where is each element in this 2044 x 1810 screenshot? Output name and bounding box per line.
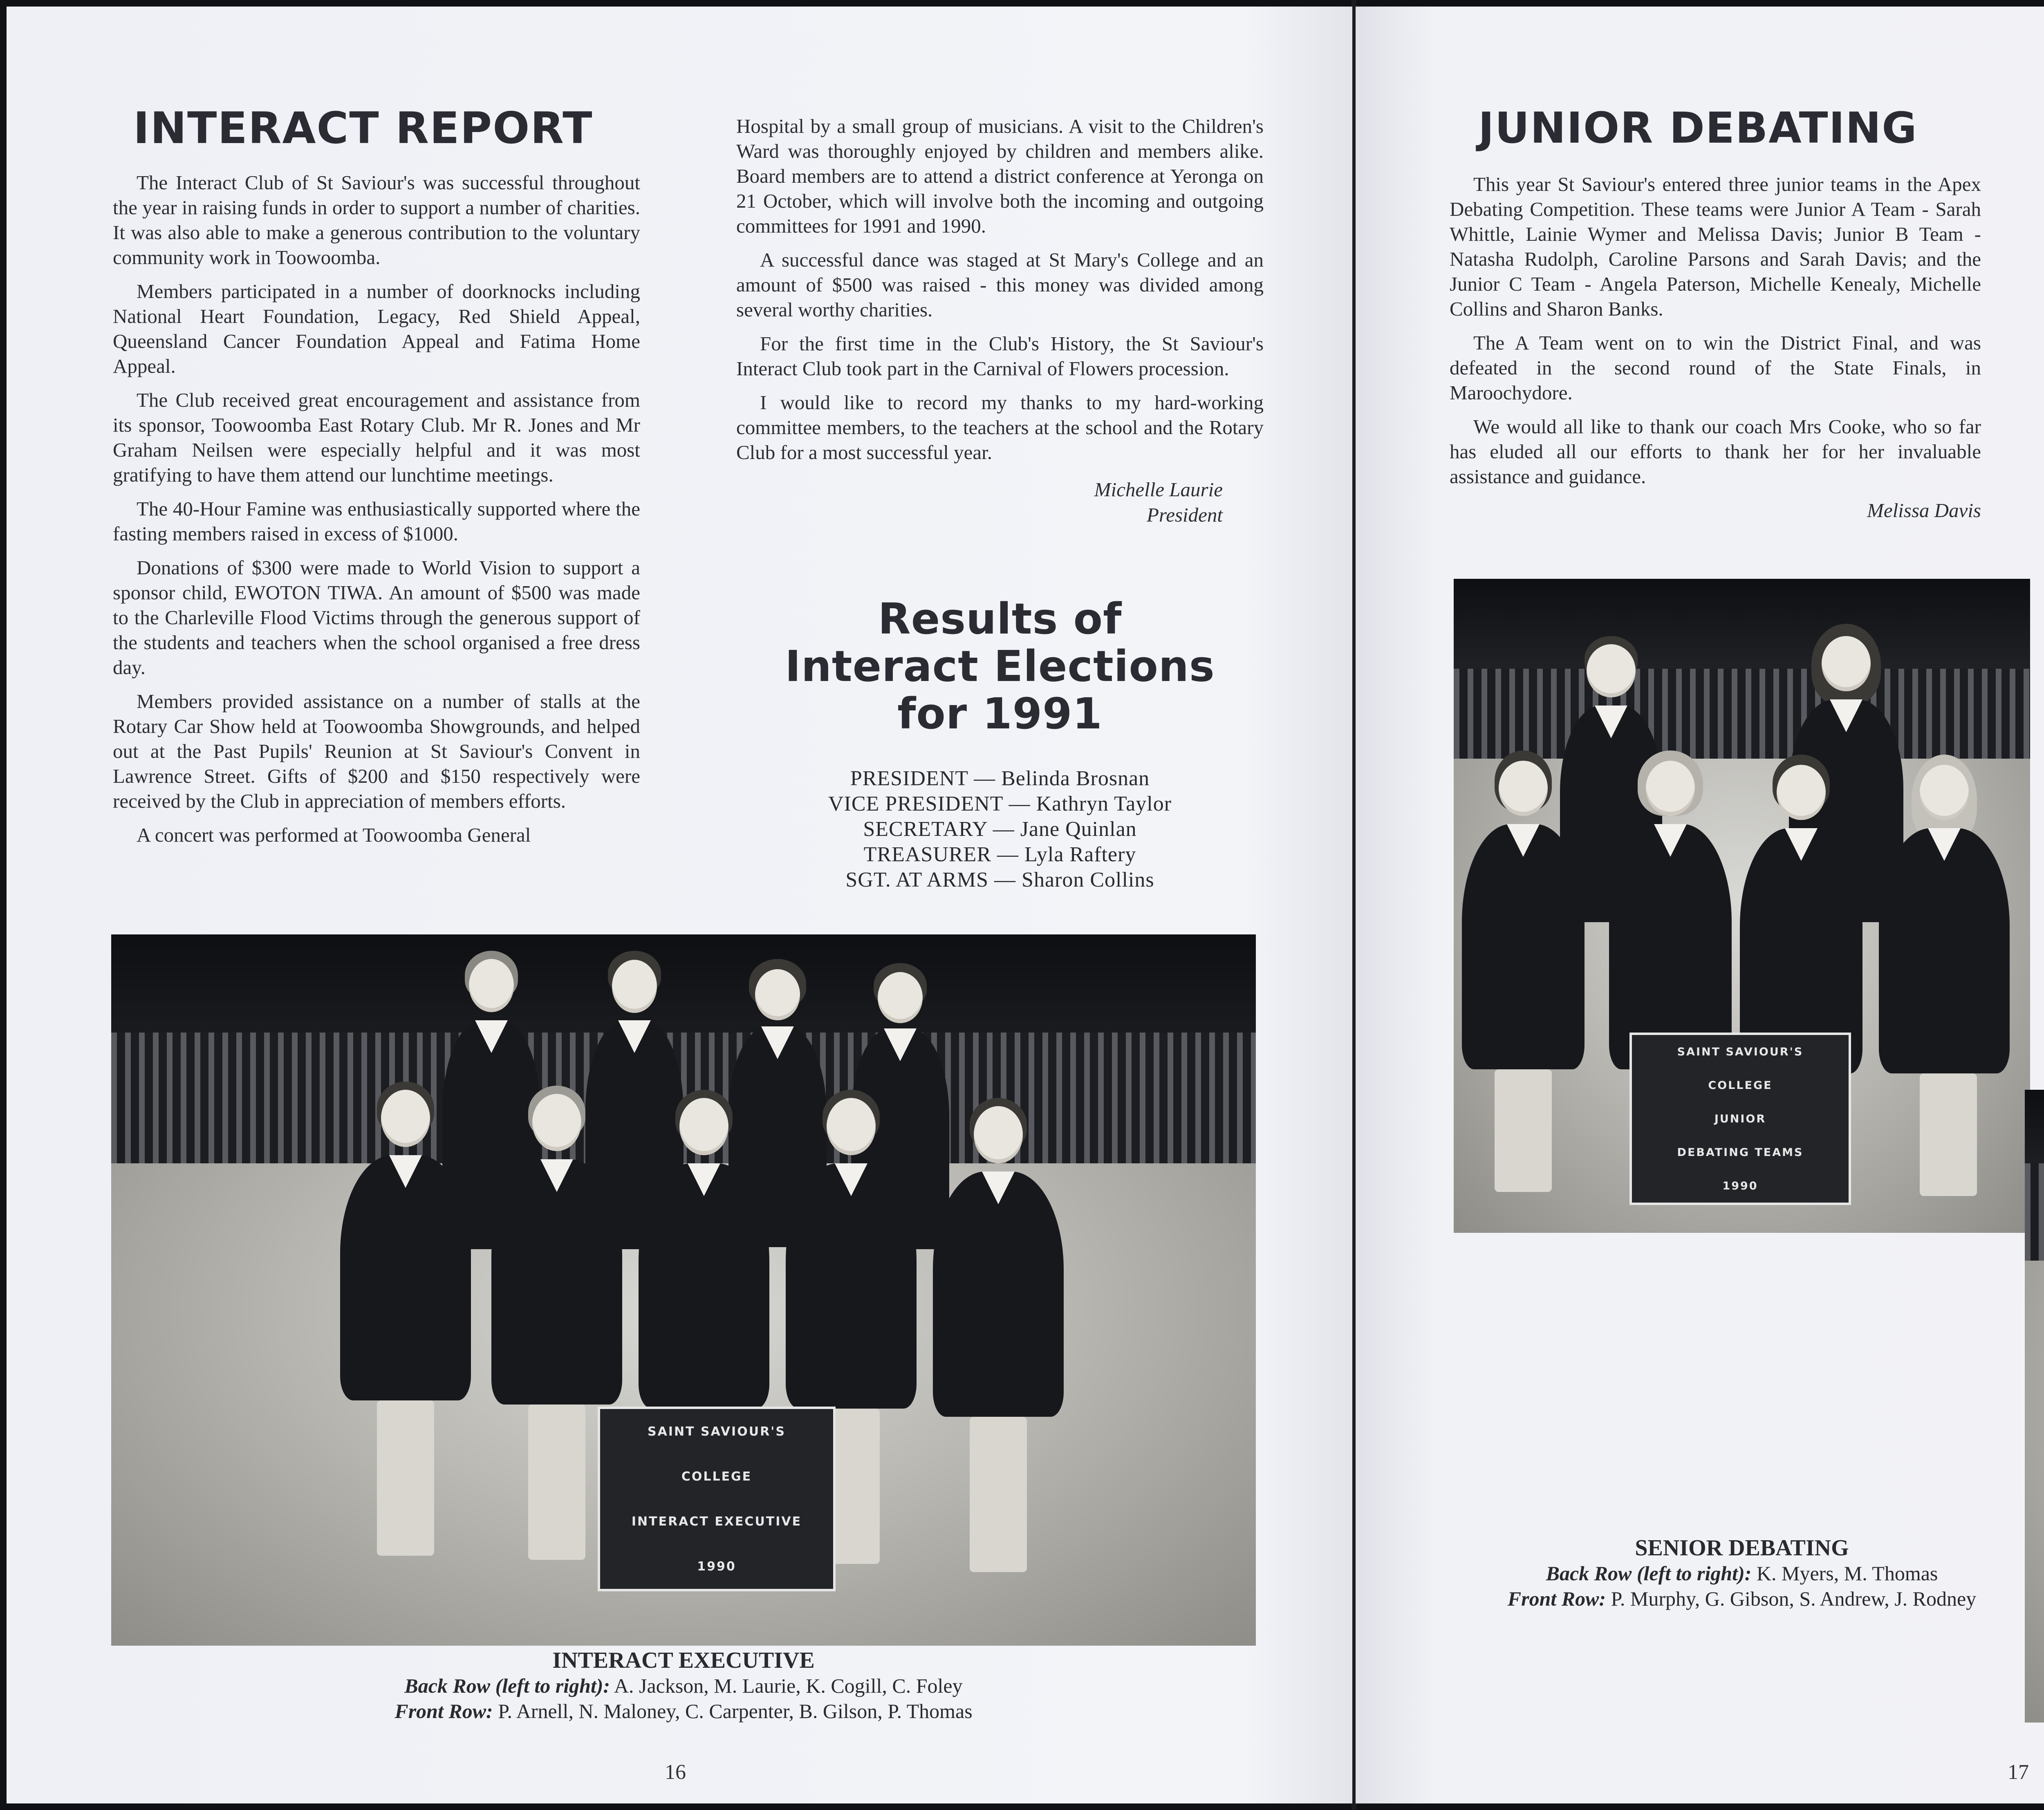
- paragraph: A concert was performed at Toowoomba General: [137, 824, 531, 846]
- elections-title: [736, 595, 1264, 737]
- senior-debating-photo: [2025, 1090, 2044, 1723]
- caption-title: INTERACT EXECUTIVE: [552, 1648, 815, 1673]
- interact-column-2: [736, 114, 1264, 528]
- interact-photo-caption: [111, 1648, 1256, 1724]
- election-entry: VICE PRESIDENT — Kathryn Taylor: [828, 792, 1172, 815]
- caption-label: Back Row (left to right):: [404, 1674, 610, 1697]
- interact-column-1: [113, 170, 640, 856]
- election-entry: TREASURER — Lyla Raftery: [863, 843, 1136, 866]
- plaque-line: 1990: [1722, 1179, 1758, 1192]
- paragraph: The Club received great encouragement and assistance from its sponsor, Toowoomba East Rotary Club. Mr R. Jones and Mr Graham Neilsen were especially helpful and it was most gratifying to have them attend our lunchtime meetings.: [113, 389, 640, 486]
- signature: Melissa Davis: [1867, 499, 1981, 522]
- junior-debating-photo: [1454, 579, 2030, 1233]
- caption-title: SENIOR DEBATING: [1635, 1535, 1849, 1561]
- plaque-line: DEBATING TEAMS: [1677, 1146, 1804, 1159]
- plaque-line: 1990: [697, 1559, 736, 1574]
- caption-label: Front Row:: [394, 1700, 493, 1723]
- paragraph: Members participated in a number of doorknocks including National Heart Foundation, Legacy, Red Shield Appeal, Queensland Cancer Foundation Appeal and Fatima Home Appeal.: [113, 280, 640, 377]
- paragraph: For the first time in the Club's History, the St Saviour's Interact Club took part in the Carnival of Flowers procession.: [736, 332, 1264, 380]
- interact-executive-photo: [111, 934, 1256, 1646]
- paragraph: We would all like to thank our coach Mrs Cooke, who so far has eluded all our efforts to thank her for her invaluable assistance and guidance.: [1450, 415, 1981, 488]
- paragraph: I would like to record my thanks to my hard-working committee members, to the teachers at the school and the Rotary Club for a most successful year.: [736, 391, 1264, 464]
- elections-list: [736, 766, 1264, 893]
- photo-plaque: [598, 1407, 836, 1591]
- paragraph: A successful dance was staged at St Mary's College and an amount of $500 was raised - this money was divided among several worthy charities.: [736, 249, 1264, 321]
- plaque-line: INTERACT EXECUTIVE: [631, 1514, 802, 1529]
- caption-names: A. Jackson, M. Laurie, K. Cogill, C. Foley: [614, 1674, 963, 1697]
- caption-back-row: [1474, 1561, 2010, 1586]
- plaque-line: JUNIOR: [1714, 1112, 1766, 1125]
- elections-title-line: Results of: [878, 594, 1122, 644]
- person: [933, 1098, 1064, 1646]
- plaque-line: SAINT SAVIOUR'S: [648, 1424, 786, 1439]
- caption-front-row: [111, 1698, 1256, 1724]
- signature-role: President: [1147, 504, 1223, 526]
- signature-name: Michelle Laurie: [1094, 478, 1223, 501]
- photo-plaque: [1629, 1033, 1851, 1205]
- senior-debating-caption: [1474, 1535, 2010, 1611]
- left-page: [7, 7, 1352, 1803]
- election-entry: SECRETARY — Jane Quinlan: [863, 818, 1137, 841]
- paragraph: The 40-Hour Famine was enthusiastically supported where the fasting members raised in excess of $1000.: [113, 497, 640, 545]
- paragraph: Members provided assistance on a number of stalls at the Rotary Car Show held at Toowoomba Showgrounds, and helped out at the Past Pupils' Reunion at St Saviour's Convent in Lawrence Street. Gifts of $200 and $150 respectively were received by the Club in appreciation of members efforts.: [113, 690, 640, 812]
- caption-label: Front Row:: [1507, 1587, 1606, 1610]
- caption-names: K. Myers, M. Thomas: [1756, 1562, 1938, 1585]
- junior-debating-text: [1450, 172, 1981, 523]
- person: [340, 1082, 471, 1629]
- person: [1462, 750, 1585, 1225]
- page-number: 17: [2008, 1761, 2029, 1784]
- election-entry: SGT. AT ARMS — Sharon Collins: [845, 868, 1154, 892]
- paragraph: The Interact Club of St Saviour's was successful throughout the year in raising funds in order to support a number of charities. It was also able to make a generous contribution to the voluntary community work in Toowoomba.: [113, 171, 640, 269]
- caption-back-row: [111, 1673, 1256, 1698]
- caption-front-row: [1474, 1586, 2010, 1611]
- paragraph-continued: Hospital by a small group of musicians. A visit to the Children's Ward was thoroughly enjoyed by children and members alike. Board members are to attend a district conference at Yeronga on 21 October, which will involve both the incoming and outgoing committees for 1991 and 1990.: [736, 115, 1264, 237]
- plaque-line: SAINT SAVIOUR'S: [1677, 1045, 1804, 1058]
- elections-title-line: for 1991: [897, 689, 1103, 739]
- signature: [736, 477, 1223, 528]
- plaque-line: COLLEGE: [1708, 1079, 1773, 1092]
- elections-title-line: Interact Elections: [785, 641, 1215, 691]
- paragraph: This year St Saviour's entered three junior teams in the Apex Debating Competition. These teams were Junior A Team - Sarah Whittle, Lainie Wymer and Melissa Davis; Junior B Team - Natasha Rudolph, Caroline Parsons and Sarah Davis; and the Junior C Team - Angela Paterson, Michelle Kenealy, Michelle Collins and Sharon Banks.: [1450, 173, 1981, 320]
- right-page: [1356, 7, 2044, 1803]
- caption-label: Back Row (left to right):: [1546, 1562, 1752, 1585]
- page-number: 16: [665, 1761, 686, 1784]
- interact-report-title: INTERACT REPORT: [133, 103, 593, 153]
- paragraph: The A Team went on to win the District Final, and was defeated in the second round of the State Finals, in Maroochydore.: [1450, 332, 1981, 404]
- caption-names: P. Arnell, N. Maloney, C. Carpenter, B. Gilson, P. Thomas: [498, 1700, 973, 1723]
- caption-names: P. Murphy, G. Gibson, S. Andrew, J. Rodney: [1611, 1587, 1977, 1610]
- paragraph: Donations of $300 were made to World Vision to support a sponsor child, EWOTON TIWA. An amount of $500 was made to the Charleville Flood Victims through the generous support of the students and teachers when the school organised a free dress day.: [113, 556, 640, 679]
- junior-debating-title: JUNIOR DEBATING: [1478, 103, 1918, 153]
- plaque-line: COLLEGE: [681, 1469, 752, 1484]
- person: [1879, 755, 2010, 1229]
- election-entry: PRESIDENT — Belinda Brosnan: [850, 767, 1150, 790]
